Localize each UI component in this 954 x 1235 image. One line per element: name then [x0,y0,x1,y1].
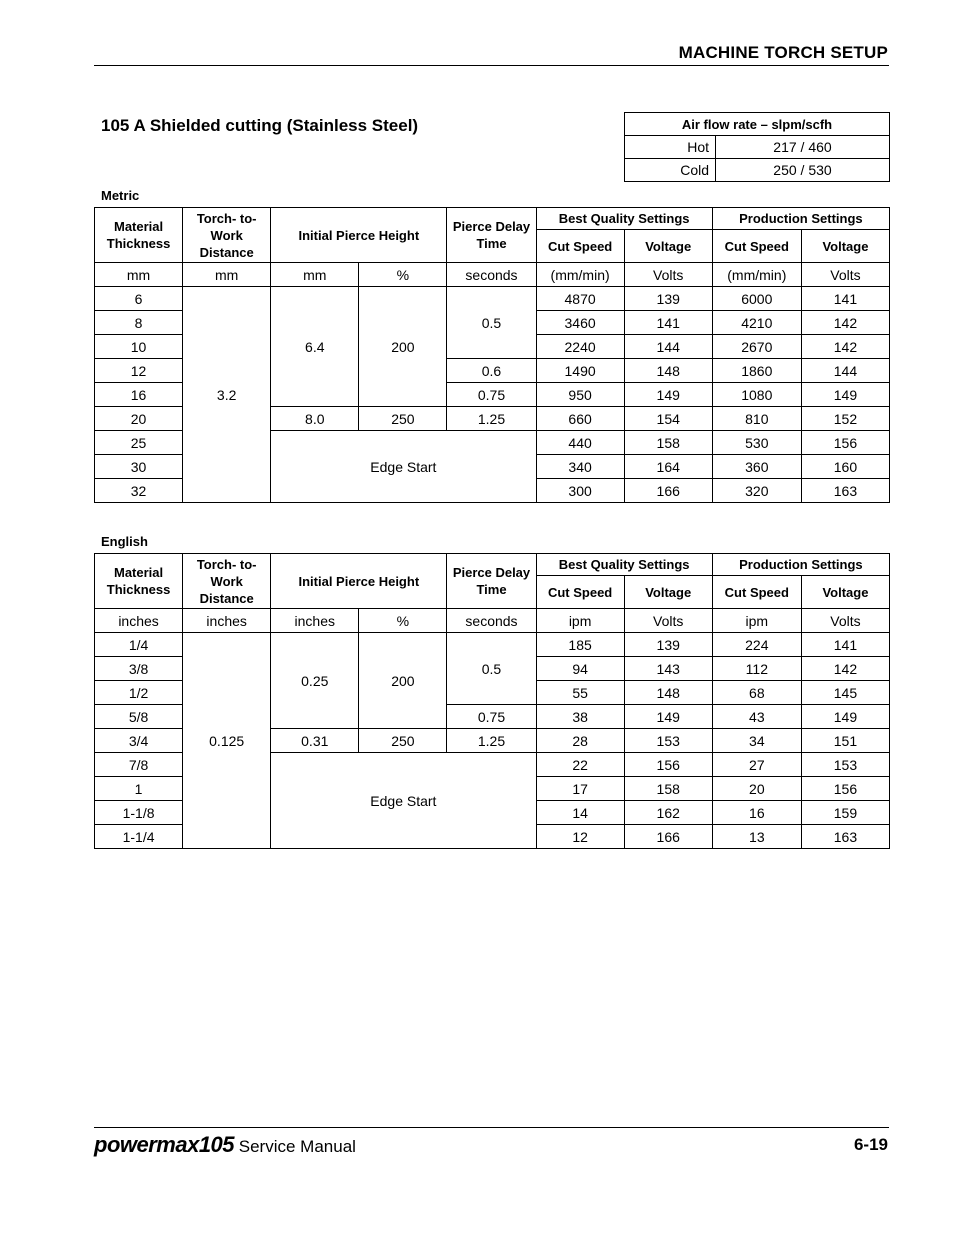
thickness-cell: 1-1/8 [95,801,183,825]
table-row [95,287,890,311]
units-row [95,609,890,633]
thickness-cell: 32 [95,479,183,503]
prod-voltage-cell: 144 [801,359,889,383]
thickness-cell: 10 [95,335,183,359]
thickness-cell: 7/8 [95,753,183,777]
best-speed-cell: 2240 [536,335,624,359]
thickness-cell: 1/4 [95,633,183,657]
pierce-delay-cell: 0.75 [447,705,536,729]
prod-speed-cell: 1080 [712,383,801,407]
pierce-percent-cell: 250 [359,407,447,431]
unit-cell: Volts [624,263,712,287]
thickness-cell: 16 [95,383,183,407]
header-divider [94,65,889,66]
prod-speed-cell: 810 [712,407,801,431]
metric-cut-chart-table [94,207,890,503]
thickness-cell: 30 [95,455,183,479]
air-flow-value: 250 / 530 [716,159,890,182]
torch-distance-cell: 0.125 [183,633,271,849]
prod-speed-cell: 43 [712,705,801,729]
best-voltage-cell: 166 [624,479,712,503]
prod-speed-cell: 224 [712,633,801,657]
best-voltage-cell: 139 [624,287,712,311]
best-voltage-cell: 153 [624,729,712,753]
page-number: 6-19 [853,1135,888,1154]
prod-speed-cell: 16 [712,801,801,825]
thickness-cell: 12 [95,359,183,383]
unit-cell: ipm [712,609,801,633]
header-production: Production Settings [712,208,889,230]
page-header-title: MACHINE TORCH SETUP [678,43,888,62]
prod-speed-cell: 320 [712,479,801,503]
unit-cell: mm [183,263,271,287]
header-initial-pierce-height: Initial Pierce Height [271,208,447,263]
header-pierce-delay-time: Pierce Delay Time [447,554,536,609]
pierce-height-cell: 8.0 [271,407,359,431]
table-row [95,633,890,657]
thickness-cell: 1 [95,777,183,801]
unit-cell: % [359,609,447,633]
metric-table-label: Metric [101,188,140,203]
best-speed-cell: 94 [536,657,624,681]
unit-cell: inches [183,609,271,633]
header-material-thickness: Material Thickness [95,208,183,263]
best-speed-cell: 3460 [536,311,624,335]
best-voltage-cell: 149 [624,705,712,729]
best-speed-cell: 12 [536,825,624,849]
prod-speed-cell: 4210 [712,311,801,335]
prod-speed-cell: 6000 [712,287,801,311]
prod-voltage-cell: 149 [801,705,889,729]
best-voltage-cell: 162 [624,801,712,825]
manual-name: Service Manual [234,1137,356,1156]
header-production: Production Settings [712,554,889,576]
unit-cell: seconds [447,263,536,287]
prod-speed-cell: 68 [712,681,801,705]
pierce-height-cell: 0.31 [271,729,359,753]
header-cut-speed: Cut Speed [536,576,624,609]
header-torch-to-work: Torch- to-Work Distance [183,554,271,609]
prod-speed-cell: 530 [712,431,801,455]
best-speed-cell: 22 [536,753,624,777]
header-voltage: Voltage [624,230,712,263]
air-flow-heading: Air flow rate – slpm/scfh [625,113,890,136]
header-best-quality: Best Quality Settings [536,208,712,230]
unit-cell: mm [271,263,359,287]
unit-cell: Volts [801,609,889,633]
prod-voltage-cell: 141 [801,287,889,311]
thickness-cell: 25 [95,431,183,455]
edge-start-cell: Edge Start [271,431,536,503]
best-voltage-cell: 148 [624,359,712,383]
best-voltage-cell: 144 [624,335,712,359]
best-voltage-cell: 166 [624,825,712,849]
prod-voltage-cell: 152 [801,407,889,431]
prod-speed-cell: 112 [712,657,801,681]
unit-cell: Volts [801,263,889,287]
prod-voltage-cell: 159 [801,801,889,825]
unit-cell: Volts [624,609,712,633]
air-flow-value: 217 / 460 [716,136,890,159]
air-flow-row [625,159,890,182]
best-voltage-cell: 154 [624,407,712,431]
product-logo: powermax105 [94,1132,235,1157]
best-speed-cell: 4870 [536,287,624,311]
air-flow-row [625,136,890,159]
header-voltage: Voltage [801,576,889,609]
best-speed-cell: 185 [536,633,624,657]
best-speed-cell: 55 [536,681,624,705]
prod-voltage-cell: 153 [801,753,889,777]
english-table-label: English [101,534,148,549]
thickness-cell: 1/2 [95,681,183,705]
unit-cell: inches [95,609,183,633]
best-speed-cell: 440 [536,431,624,455]
thickness-cell: 5/8 [95,705,183,729]
prod-speed-cell: 2670 [712,335,801,359]
footer-brand [94,1132,356,1158]
pierce-percent-cell: 200 [359,633,447,729]
best-speed-cell: 38 [536,705,624,729]
thickness-cell: 1-1/4 [95,825,183,849]
prod-speed-cell: 27 [712,753,801,777]
header-pierce-delay-time: Pierce Delay Time [447,208,536,263]
unit-cell: seconds [447,609,536,633]
pierce-height-cell: 0.25 [271,633,359,729]
pierce-percent-cell: 250 [359,729,447,753]
best-voltage-cell: 156 [624,753,712,777]
best-speed-cell: 300 [536,479,624,503]
best-voltage-cell: 139 [624,633,712,657]
pierce-delay-cell: 1.25 [447,407,536,431]
best-voltage-cell: 149 [624,383,712,407]
best-speed-cell: 28 [536,729,624,753]
header-voltage: Voltage [801,230,889,263]
best-voltage-cell: 143 [624,657,712,681]
prod-speed-cell: 20 [712,777,801,801]
torch-distance-cell: 3.2 [183,287,271,503]
prod-speed-cell: 34 [712,729,801,753]
unit-cell: mm [95,263,183,287]
edge-start-cell: Edge Start [271,753,536,849]
best-voltage-cell: 141 [624,311,712,335]
prod-speed-cell: 360 [712,455,801,479]
prod-voltage-cell: 156 [801,777,889,801]
pierce-delay-cell: 0.75 [447,383,536,407]
air-flow-label: Hot [625,136,716,159]
unit-cell: inches [271,609,359,633]
prod-voltage-cell: 141 [801,633,889,657]
thickness-cell: 3/4 [95,729,183,753]
units-row [95,263,890,287]
thickness-cell: 20 [95,407,183,431]
prod-speed-cell: 1860 [712,359,801,383]
section-title: 105 A Shielded cutting (Stainless Steel) [101,116,419,135]
pierce-delay-cell: 0.5 [447,633,536,705]
pierce-delay-cell: 0.5 [447,287,536,359]
air-flow-label: Cold [625,159,716,182]
prod-voltage-cell: 149 [801,383,889,407]
header-initial-pierce-height: Initial Pierce Height [271,554,447,609]
header-material-thickness: Material Thickness [95,554,183,609]
header-voltage: Voltage [624,576,712,609]
best-speed-cell: 660 [536,407,624,431]
prod-speed-cell: 13 [712,825,801,849]
best-voltage-cell: 158 [624,431,712,455]
header-cut-speed: Cut Speed [712,230,801,263]
prod-voltage-cell: 142 [801,311,889,335]
prod-voltage-cell: 163 [801,479,889,503]
header-cut-speed: Cut Speed [712,576,801,609]
pierce-height-cell: 6.4 [271,287,359,407]
best-voltage-cell: 158 [624,777,712,801]
best-speed-cell: 1490 [536,359,624,383]
prod-voltage-cell: 156 [801,431,889,455]
english-cut-chart-table [94,553,890,849]
pierce-delay-cell: 1.25 [447,729,536,753]
best-speed-cell: 17 [536,777,624,801]
header-cut-speed: Cut Speed [536,230,624,263]
unit-cell: (mm/min) [712,263,801,287]
footer-divider [94,1127,889,1128]
prod-voltage-cell: 151 [801,729,889,753]
thickness-cell: 8 [95,311,183,335]
air-flow-table [624,112,890,182]
header-torch-to-work: Torch- to-Work Distance [183,208,271,263]
prod-voltage-cell: 163 [801,825,889,849]
best-speed-cell: 340 [536,455,624,479]
best-speed-cell: 14 [536,801,624,825]
best-voltage-cell: 164 [624,455,712,479]
pierce-delay-cell: 0.6 [447,359,536,383]
best-speed-cell: 950 [536,383,624,407]
best-voltage-cell: 148 [624,681,712,705]
thickness-cell: 3/8 [95,657,183,681]
prod-voltage-cell: 160 [801,455,889,479]
pierce-percent-cell: 200 [359,287,447,407]
unit-cell: (mm/min) [536,263,624,287]
thickness-cell: 6 [95,287,183,311]
prod-voltage-cell: 142 [801,657,889,681]
header-best-quality: Best Quality Settings [536,554,712,576]
prod-voltage-cell: 145 [801,681,889,705]
prod-voltage-cell: 142 [801,335,889,359]
unit-cell: ipm [536,609,624,633]
unit-cell: % [359,263,447,287]
